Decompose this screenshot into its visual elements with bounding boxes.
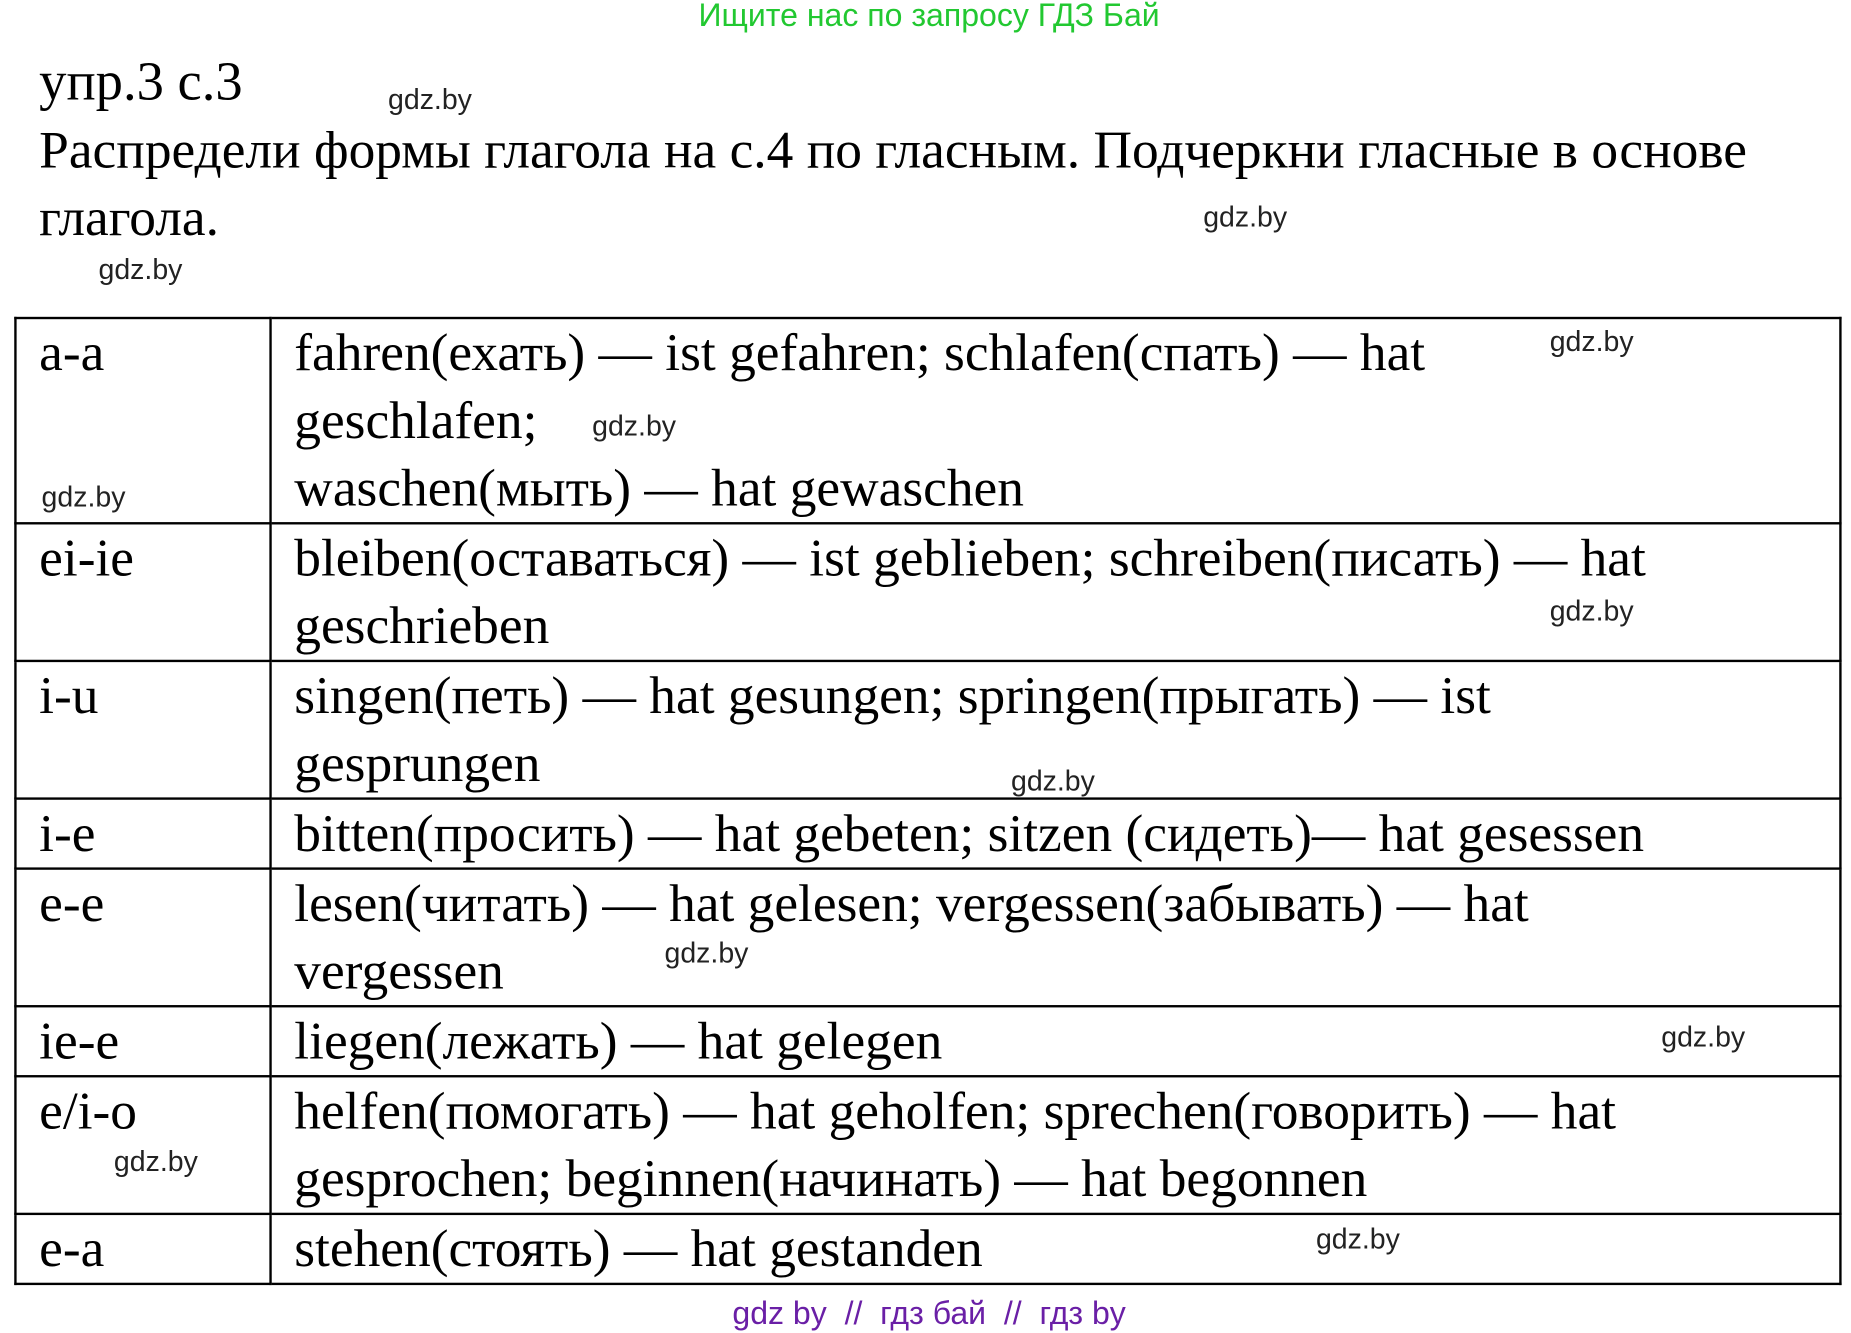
vowel-pattern: ie-e [15, 1006, 270, 1076]
verb-forms-line: fahren(ехать) — ist gefahren; schlafen(спать) — hat geschlafen; [294, 322, 1426, 450]
watermark: gdz.by [113, 1146, 198, 1179]
verb-forms: bleiben(оставаться) — ist geblieben; schreiben(писать) — hat geschrieben [271, 523, 1841, 661]
vowel-pattern: ei-ie [15, 523, 270, 661]
watermark: gdz.by [1549, 595, 1634, 628]
verb-forms: helfen(помогать) — hat geholfen; sprechen(говорить) — hat gesprochen; beginnen(начинать) — hat begonnen [271, 1076, 1841, 1214]
table-row [15, 1076, 1840, 1214]
vowel-pattern: e/i-o [15, 1076, 270, 1214]
watermark: gdz.by [388, 84, 472, 117]
watermark: gdz.by [1661, 1021, 1746, 1054]
vowel-pattern: e-e [15, 869, 270, 1007]
watermark: gdz.by [1549, 326, 1634, 359]
watermark: gdz.by [1203, 201, 1288, 234]
table-row [15, 799, 1840, 869]
table-row [15, 1006, 1840, 1076]
vowel-pattern: a-a [15, 318, 270, 523]
exercise-instruction: Распредели формы глагола на с.4 по гласным. Подчеркни гласные в основе глагола. [39, 119, 1747, 247]
exercise-title: упр.3 с.3 [39, 51, 243, 112]
verb-forms: bitten(просить) — hat gebeten; sitzen (сидеть)— hat gesessen [271, 799, 1841, 869]
verb-forms: stehen(стоять) — hat gestanden [271, 1214, 1841, 1284]
watermark: gdz.by [98, 253, 183, 286]
watermark: gdz.by [1315, 1223, 1400, 1256]
vowel-pattern: i-e [15, 799, 270, 869]
watermark: gdz.by [664, 937, 749, 970]
verb-forms: singen(петь) — hat gesungen; springen(прыгать) — ist gesprungen [271, 661, 1841, 799]
verb-forms: liegen(лежать) — hat gelegen [271, 1006, 1841, 1076]
verb-table [14, 317, 1841, 1285]
search-banner: Ищите нас по запросу ГДЗ Бай [698, 0, 1160, 34]
vowel-pattern: e-a [15, 1214, 270, 1284]
table-row [15, 523, 1840, 661]
watermark: gdz.by [1010, 765, 1095, 798]
vowel-pattern: i-u [15, 661, 270, 799]
table-row [15, 661, 1840, 799]
watermark: gdz.by [592, 410, 677, 443]
verb-forms-line: waschen(мыть) — hat gewaschen [294, 458, 1024, 518]
watermark: gdz.by [41, 481, 126, 514]
verb-forms: lesen(читать) — hat gelesen; vergessen(забывать) — hat vergessen [271, 869, 1841, 1007]
footer-watermark: gdz by // гдз бай // гдз by [732, 1295, 1126, 1332]
table-row [15, 1214, 1840, 1284]
table-row [15, 869, 1840, 1007]
